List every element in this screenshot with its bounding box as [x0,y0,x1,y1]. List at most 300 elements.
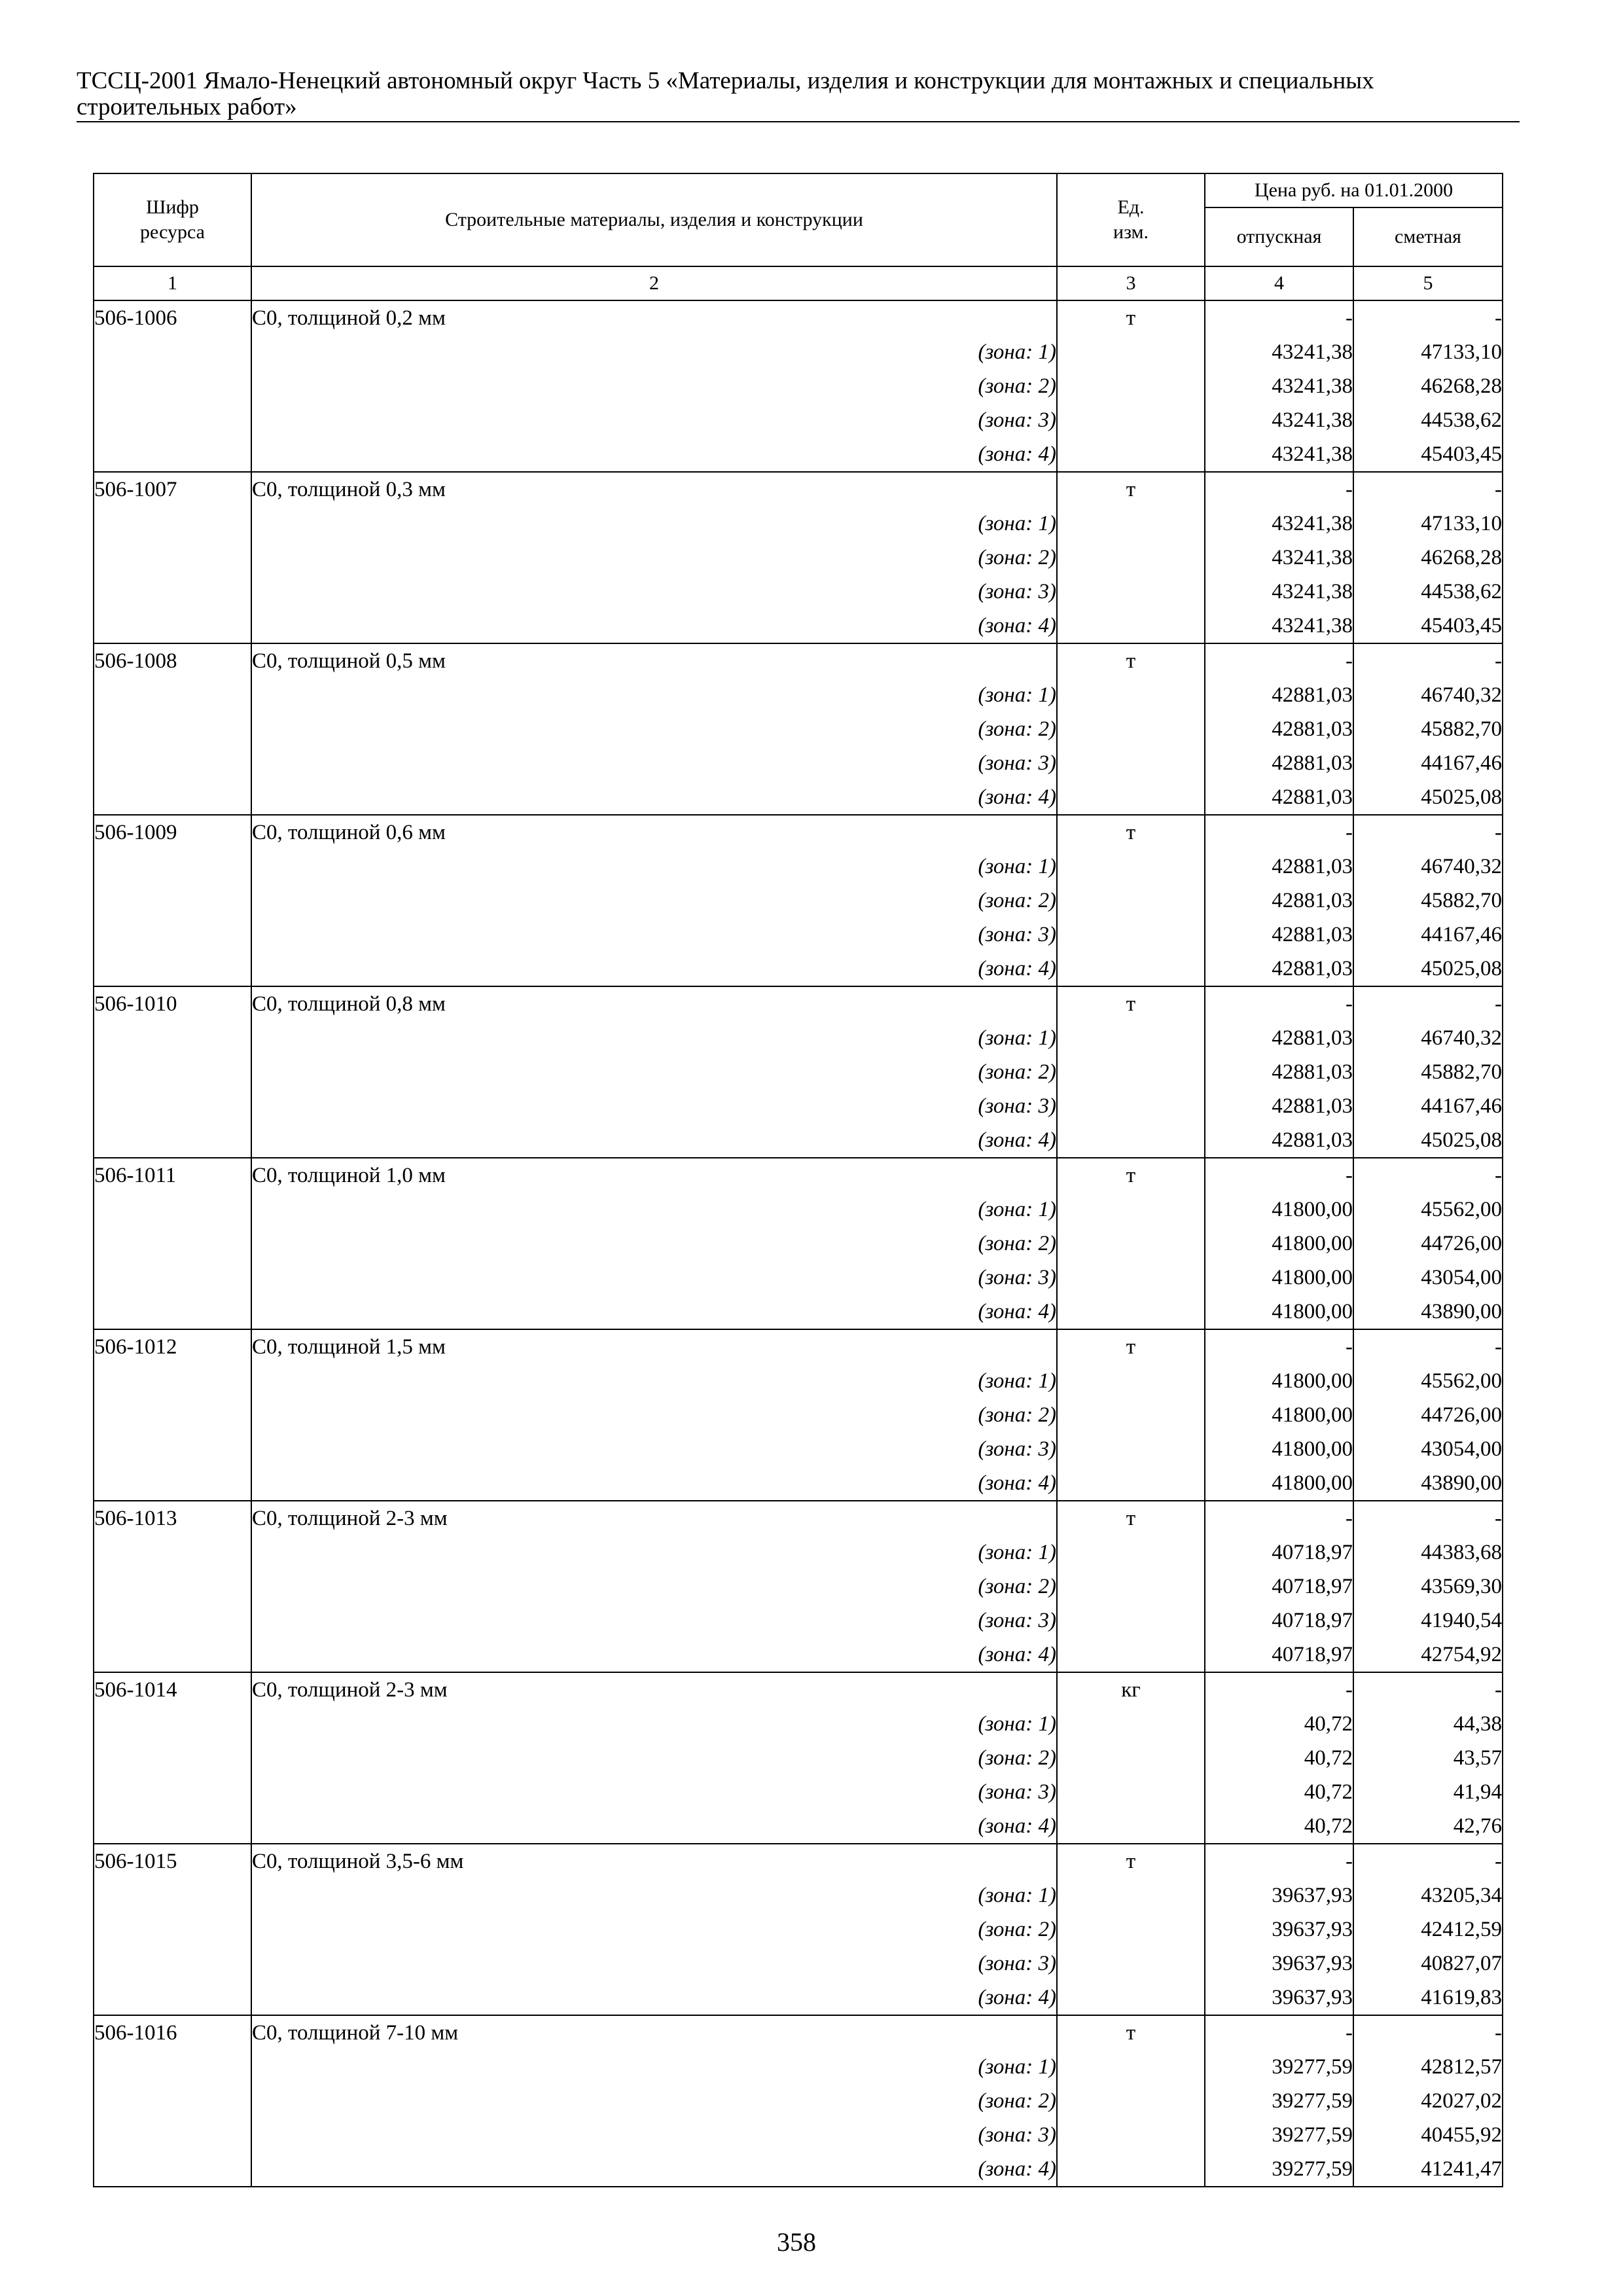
empty-cell [94,1021,251,1055]
empty-cell [94,1912,251,1946]
price-release: 41800,00 [1205,1466,1353,1501]
empty-cell [1057,335,1205,369]
price-release: 43241,38 [1205,541,1353,575]
column-number: 4 [1205,266,1353,300]
empty-cell [94,1707,251,1741]
price-estimate: 44167,46 [1353,746,1503,780]
unit: т [1057,1329,1205,1364]
empty-cell [1057,746,1205,780]
unit: кг [1057,1672,1205,1707]
material-name: С0, толщиной 0,6 мм [251,815,1057,850]
price-estimate: 43890,00 [1353,1295,1503,1329]
price-estimate: 47133,10 [1353,507,1503,541]
zone-label: (зона: 2) [251,369,1057,403]
empty-cell [94,1398,251,1432]
price-release: 40718,97 [1205,1570,1353,1604]
header-price-estimate: сметная [1353,207,1503,266]
price-release: - [1205,2015,1353,2050]
empty-cell [94,1809,251,1844]
zone-label: (зона: 3) [251,1775,1057,1809]
zone-row [94,1021,1503,1055]
price-release: - [1205,1501,1353,1535]
price-estimate: 45882,70 [1353,712,1503,746]
price-estimate: 44538,62 [1353,403,1503,437]
zone-row [94,1604,1503,1638]
page-number: 358 [777,2227,816,2257]
zone-label: (зона: 4) [251,952,1057,986]
empty-cell [94,335,251,369]
empty-cell [94,2084,251,2118]
material-name: С0, толщиной 0,8 мм [251,986,1057,1021]
empty-cell [1057,1193,1205,1227]
price-estimate: 43569,30 [1353,1570,1503,1604]
zone-row [94,1707,1503,1741]
empty-cell [1057,369,1205,403]
zone-label: (зона: 3) [251,1604,1057,1638]
empty-cell [1057,2118,1205,2152]
zone-label: (зона: 2) [251,884,1057,918]
empty-cell [94,2050,251,2084]
price-release: 40718,97 [1205,1638,1353,1672]
zone-label: (зона: 2) [251,1912,1057,1946]
empty-cell [94,780,251,815]
zone-label: (зона: 1) [251,507,1057,541]
empty-cell [1057,1055,1205,1089]
price-estimate: - [1353,1329,1503,1364]
price-estimate: 45882,70 [1353,884,1503,918]
resource-code: 506-1006 [94,300,251,335]
material-name: С0, толщиной 2-3 мм [251,1672,1057,1707]
material-name: С0, толщиной 1,5 мм [251,1329,1057,1364]
zone-label: (зона: 4) [251,1123,1057,1158]
price-release: 40718,97 [1205,1535,1353,1570]
resource-code: 506-1008 [94,643,251,678]
price-release: - [1205,472,1353,507]
table-row [94,2015,1503,2050]
price-release: 43241,38 [1205,609,1353,643]
price-estimate: 41,94 [1353,1775,1503,1809]
zone-label: (зона: 3) [251,2118,1057,2152]
price-release: 39277,59 [1205,2084,1353,2118]
price-estimate: - [1353,300,1503,335]
zone-label: (зона: 2) [251,1398,1057,1432]
unit: т [1057,300,1205,335]
price-release: 42881,03 [1205,850,1353,884]
zone-label: (зона: 1) [251,1535,1057,1570]
zone-label: (зона: 4) [251,1638,1057,1672]
price-estimate: 42027,02 [1353,2084,1503,2118]
zone-row [94,1878,1503,1912]
resource-code: 506-1014 [94,1672,251,1707]
empty-cell [1057,1398,1205,1432]
price-estimate: 43,57 [1353,1741,1503,1775]
empty-cell [1057,1741,1205,1775]
empty-cell [94,1535,251,1570]
header-code-line: ресурса [140,221,205,243]
empty-cell [94,541,251,575]
zone-label: (зона: 3) [251,1261,1057,1295]
document-header-line: ТССЦ-2001 Ямало-Ненецкий автономный округ Часть 5 «Материалы, изделия и конструкции для монтажных и специальных [77,67,1374,94]
empty-cell [94,1295,251,1329]
unit: т [1057,815,1205,850]
zone-row [94,1809,1503,1844]
price-release: 39277,59 [1205,2152,1353,2187]
header-resource-code [94,173,251,266]
empty-cell [94,1981,251,2015]
empty-cell [1057,1775,1205,1809]
empty-cell [1057,1638,1205,1672]
price-estimate: 43205,34 [1353,1878,1503,1912]
price-estimate: 41241,47 [1353,2152,1503,2187]
zone-label: (зона: 2) [251,1055,1057,1089]
resource-code: 506-1007 [94,472,251,507]
empty-cell [94,918,251,952]
empty-cell [94,1946,251,1981]
zone-row [94,1981,1503,2015]
empty-cell [94,437,251,472]
price-release: - [1205,1158,1353,1193]
empty-cell [1057,1707,1205,1741]
price-release: 42881,03 [1205,1055,1353,1089]
price-release: - [1205,815,1353,850]
zone-row [94,884,1503,918]
zone-row [94,1638,1503,1672]
zone-row [94,952,1503,986]
zone-row [94,1432,1503,1466]
price-estimate: 41940,54 [1353,1604,1503,1638]
empty-cell [94,1741,251,1775]
empty-cell [1057,678,1205,712]
zone-row [94,1123,1503,1158]
header-unit [1057,173,1205,266]
zone-row [94,1466,1503,1501]
zone-label: (зона: 1) [251,1193,1057,1227]
table-header [94,173,1503,300]
price-release: 41800,00 [1205,1364,1353,1398]
price-release: 43241,38 [1205,507,1353,541]
price-estimate: - [1353,1672,1503,1707]
document-header [77,68,1520,120]
zone-row [94,850,1503,884]
empty-cell [1057,1912,1205,1946]
zone-row [94,575,1503,609]
price-estimate: 44167,46 [1353,918,1503,952]
zone-label: (зона: 2) [251,1570,1057,1604]
empty-cell [1057,2050,1205,2084]
price-estimate: 41619,83 [1353,1981,1503,2015]
price-estimate: - [1353,1501,1503,1535]
price-release: 40,72 [1205,1741,1353,1775]
price-estimate: 44167,46 [1353,1089,1503,1123]
zone-row [94,335,1503,369]
empty-cell [94,1570,251,1604]
price-release: 40,72 [1205,1775,1353,1809]
price-release: - [1205,1329,1353,1364]
zone-row [94,1741,1503,1775]
price-estimate: - [1353,815,1503,850]
price-release: 40718,97 [1205,1604,1353,1638]
zone-label: (зона: 1) [251,1878,1057,1912]
price-release: 42881,03 [1205,918,1353,952]
empty-cell [1057,884,1205,918]
zone-row [94,1364,1503,1398]
empty-cell [94,1261,251,1295]
empty-cell [1057,1432,1205,1466]
price-estimate: 44383,68 [1353,1535,1503,1570]
empty-cell [1057,1227,1205,1261]
header-code-line: Шифр [146,196,199,218]
zone-label: (зона: 1) [251,850,1057,884]
zone-row [94,1570,1503,1604]
price-release: 41800,00 [1205,1295,1353,1329]
table-body [94,300,1503,2187]
empty-cell [1057,1295,1205,1329]
zone-row [94,369,1503,403]
price-estimate: 42754,92 [1353,1638,1503,1672]
price-estimate: 42812,57 [1353,2050,1503,2084]
empty-cell [94,2152,251,2187]
zone-label: (зона: 1) [251,1364,1057,1398]
header-unit-line: Ед. [1117,196,1145,218]
column-number: 5 [1353,266,1503,300]
table-row [94,643,1503,678]
table-row [94,300,1503,335]
zone-label: (зона: 1) [251,678,1057,712]
zone-row [94,1535,1503,1570]
zone-row [94,780,1503,815]
zone-label: (зона: 1) [251,335,1057,369]
price-estimate: 45403,45 [1353,609,1503,643]
price-estimate: 45025,08 [1353,780,1503,815]
empty-cell [94,1466,251,1501]
zone-row [94,1261,1503,1295]
price-estimate: 43890,00 [1353,1466,1503,1501]
zone-label: (зона: 4) [251,1295,1057,1329]
empty-cell [1057,918,1205,952]
zone-row [94,2050,1503,2084]
price-estimate: - [1353,1844,1503,1878]
empty-cell [94,1364,251,1398]
price-estimate: 42412,59 [1353,1912,1503,1946]
price-estimate: - [1353,472,1503,507]
material-name: С0, толщиной 0,5 мм [251,643,1057,678]
header-unit-line: изм. [1113,221,1149,243]
zone-label: (зона: 3) [251,575,1057,609]
resource-code: 506-1009 [94,815,251,850]
empty-cell [94,1055,251,1089]
price-release: 42881,03 [1205,884,1353,918]
price-release: 40,72 [1205,1809,1353,1844]
price-estimate: 44538,62 [1353,575,1503,609]
table-row [94,1329,1503,1364]
empty-cell [1057,1535,1205,1570]
zone-label: (зона: 3) [251,918,1057,952]
price-release: 39637,93 [1205,1912,1353,1946]
zone-row [94,1946,1503,1981]
empty-cell [94,1638,251,1672]
price-estimate: 45025,08 [1353,952,1503,986]
empty-cell [94,850,251,884]
unit: т [1057,643,1205,678]
resource-code: 506-1016 [94,2015,251,2050]
empty-cell [1057,1946,1205,1981]
price-release: 43241,38 [1205,575,1353,609]
zone-label: (зона: 2) [251,712,1057,746]
material-name: С0, толщиной 1,0 мм [251,1158,1057,1193]
empty-cell [1057,1878,1205,1912]
price-release: 41800,00 [1205,1193,1353,1227]
price-release: - [1205,300,1353,335]
empty-cell [1057,541,1205,575]
zone-row [94,1089,1503,1123]
empty-cell [94,1432,251,1466]
zone-row [94,1193,1503,1227]
price-estimate: 46268,28 [1353,541,1503,575]
price-release: 42881,03 [1205,746,1353,780]
empty-cell [94,575,251,609]
empty-cell [94,1775,251,1809]
price-estimate: 44726,00 [1353,1227,1503,1261]
price-estimate: 45025,08 [1353,1123,1503,1158]
resource-code: 506-1013 [94,1501,251,1535]
empty-cell [94,1193,251,1227]
empty-cell [94,952,251,986]
zone-label: (зона: 3) [251,746,1057,780]
price-estimate: - [1353,643,1503,678]
zone-label: (зона: 4) [251,1809,1057,1844]
zone-label: (зона: 4) [251,2152,1057,2187]
unit: т [1057,1501,1205,1535]
price-table [93,173,1503,2187]
zone-label: (зона: 3) [251,403,1057,437]
zone-row [94,541,1503,575]
column-number: 2 [251,266,1057,300]
empty-cell [1057,575,1205,609]
price-release: - [1205,1844,1353,1878]
empty-cell [1057,1809,1205,1844]
empty-cell [94,2118,251,2152]
price-estimate: 40455,92 [1353,2118,1503,2152]
resource-code: 506-1015 [94,1844,251,1878]
zone-row [94,507,1503,541]
price-release: 39637,93 [1205,1878,1353,1912]
column-number: 3 [1057,266,1205,300]
unit: т [1057,1158,1205,1193]
resource-code: 506-1010 [94,986,251,1021]
empty-cell [94,609,251,643]
zone-label: (зона: 4) [251,437,1057,472]
zone-row [94,746,1503,780]
zone-label: (зона: 2) [251,2084,1057,2118]
header-price-group: Цена руб. на 01.01.2000 [1205,173,1503,207]
price-release: 41800,00 [1205,1261,1353,1295]
zone-row [94,1775,1503,1809]
header-material-name: Строительные материалы, изделия и конструкции [251,173,1057,266]
zone-label: (зона: 2) [251,1227,1057,1261]
table-row [94,1501,1503,1535]
zone-label: (зона: 3) [251,1089,1057,1123]
price-release: - [1205,643,1353,678]
empty-cell [1057,507,1205,541]
empty-cell [94,712,251,746]
resource-code: 506-1012 [94,1329,251,1364]
price-estimate: 43054,00 [1353,1261,1503,1295]
empty-cell [1057,2152,1205,2187]
price-estimate: - [1353,986,1503,1021]
empty-cell [1057,437,1205,472]
zone-label: (зона: 4) [251,609,1057,643]
price-estimate: 45562,00 [1353,1364,1503,1398]
price-release: 41800,00 [1205,1398,1353,1432]
empty-cell [1057,780,1205,815]
price-estimate: 46740,32 [1353,678,1503,712]
price-release: - [1205,986,1353,1021]
zone-row [94,2118,1503,2152]
column-number-row [94,266,1503,300]
zone-row [94,1227,1503,1261]
zone-label: (зона: 2) [251,1741,1057,1775]
empty-cell [94,403,251,437]
table-row [94,986,1503,1021]
empty-cell [94,1604,251,1638]
empty-cell [94,1089,251,1123]
empty-cell [1057,1021,1205,1055]
price-release: 42881,03 [1205,712,1353,746]
price-estimate: 45562,00 [1353,1193,1503,1227]
empty-cell [1057,609,1205,643]
price-estimate: - [1353,1158,1503,1193]
zone-row [94,1398,1503,1432]
price-release: 42881,03 [1205,780,1353,815]
table-row [94,1844,1503,1878]
empty-cell [1057,2084,1205,2118]
price-release: 39277,59 [1205,2118,1353,2152]
empty-cell [94,369,251,403]
empty-cell [94,1878,251,1912]
price-estimate: 46740,32 [1353,850,1503,884]
material-name: С0, толщиной 3,5-6 мм [251,1844,1057,1878]
price-estimate: 42,76 [1353,1809,1503,1844]
price-estimate: 46268,28 [1353,369,1503,403]
price-estimate: 45403,45 [1353,437,1503,472]
price-release: - [1205,1672,1353,1707]
empty-cell [1057,952,1205,986]
price-release: 42881,03 [1205,678,1353,712]
price-estimate: 46740,32 [1353,1021,1503,1055]
zone-row [94,712,1503,746]
zone-row [94,2152,1503,2187]
unit: т [1057,472,1205,507]
table-row [94,1158,1503,1193]
price-release: 43241,38 [1205,369,1353,403]
price-estimate: 40827,07 [1353,1946,1503,1981]
price-release: 43241,38 [1205,403,1353,437]
price-estimate: 43054,00 [1353,1432,1503,1466]
empty-cell [1057,1261,1205,1295]
empty-cell [94,746,251,780]
price-release: 43241,38 [1205,335,1353,369]
price-release: 39277,59 [1205,2050,1353,2084]
zone-label: (зона: 3) [251,1946,1057,1981]
header-rule [77,121,1520,122]
zone-row [94,1295,1503,1329]
material-name: С0, толщиной 2-3 мм [251,1501,1057,1535]
price-release: 42881,03 [1205,1123,1353,1158]
table-row [94,1672,1503,1707]
empty-cell [94,507,251,541]
empty-cell [1057,1981,1205,2015]
material-name: С0, толщиной 0,3 мм [251,472,1057,507]
